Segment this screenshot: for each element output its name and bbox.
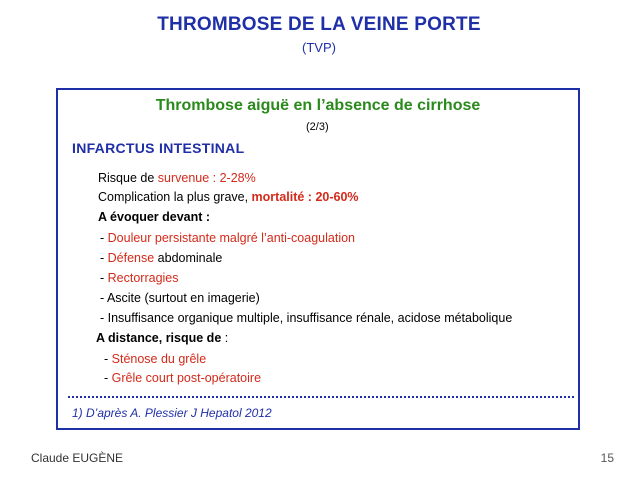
item-text: Douleur persistante malgré l’anti-coagulation	[107, 231, 355, 245]
item-dash: -	[100, 231, 108, 245]
item-dash: -	[100, 251, 108, 265]
evoke-item	[100, 231, 355, 245]
risk-value: survenue : 2-28%	[157, 171, 256, 185]
evoke-item: - Ascite (surtout en imagerie)	[100, 291, 260, 305]
page-number: 15	[600, 451, 614, 465]
evoke-item	[100, 251, 222, 265]
complication-line	[98, 190, 359, 204]
complication-prefix: Complication la plus grave,	[98, 190, 252, 204]
item-dash: -	[104, 371, 112, 385]
mortality-value: mortalité : 20-60%	[251, 190, 359, 204]
slide-subtitle: (TVP)	[302, 40, 336, 55]
slide-title: THROMBOSE DE LA VEINE PORTE	[157, 14, 481, 35]
evoke-item: - Insuffisance organique multiple, insuffisance rénale, acidose métabolique	[100, 311, 513, 325]
distance-heading: A distance, risque de	[96, 331, 222, 345]
distance-colon: :	[221, 331, 229, 345]
item-dash: -	[100, 271, 108, 285]
author-footer: Claude EUGÈNE	[31, 451, 124, 465]
item-text: Sténose du grêle	[111, 352, 207, 366]
risk-prefix: Risque de	[98, 171, 158, 185]
box-title: Thrombose aiguë en l’absence de cirrhose	[155, 97, 481, 114]
distance-heading-line	[96, 331, 228, 345]
dotted-divider	[68, 396, 574, 398]
risk-line	[98, 171, 256, 185]
section-heading: INFARCTUS INTESTINAL	[72, 140, 245, 156]
item-text: Rectorragies	[107, 271, 179, 285]
content-box	[56, 88, 580, 430]
reference: 1) D’après A. Plessier J Hepatol 2012	[72, 406, 272, 420]
evoke-heading: A évoquer devant :	[98, 210, 211, 224]
item-rest-text: abdominale	[154, 251, 223, 265]
item-text: Grêle court post-opératoire	[111, 371, 262, 385]
distance-item	[104, 352, 206, 366]
distance-item	[104, 371, 261, 385]
item-dash: -	[104, 352, 112, 366]
item-red-text: Défense	[107, 251, 155, 265]
evoke-item	[100, 271, 179, 285]
box-subtitle: (2/3)	[306, 121, 329, 133]
